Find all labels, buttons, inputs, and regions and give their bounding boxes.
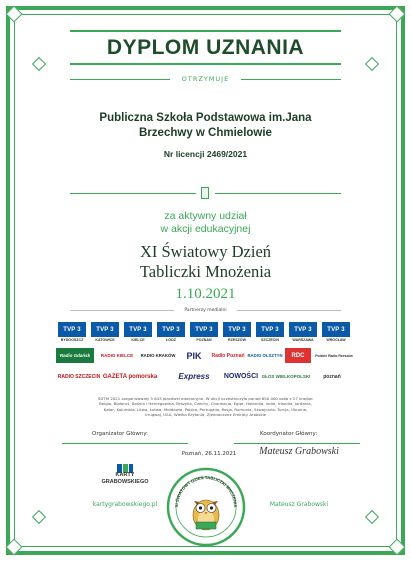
organizer-rule	[62, 443, 188, 444]
tvp3-logo: TVP 3	[256, 322, 284, 337]
tvp3-logo: TVP 3	[58, 322, 86, 337]
participation-info: SDTM 2021 zorganizowały 5 643 placówki edukacyjne. W akcji uczestniczyło ponad 650 000 osób z 27 krajów: Belgia, Białoruś, Bośnia i Hercegowina, Brazylia, Czechy, Chorwacja, Egipt, Holandia, Indie, Irlandia, Jordania, Katar, Kolumbia, Litwa, Łotwa, Mołdawia, Polska, Portugalia, Rosja, Rumunia, Szwajcaria, Turcja, Ukraina, Urugwaj, USA, Wielka Brytania, Zjednoczone Emiraty Arabskie	[97, 396, 314, 418]
partners-rule-left	[70, 310, 174, 311]
tvp3-city: KIELCE	[131, 338, 145, 342]
radio-kielce-logo: RADIO KIELCE	[100, 353, 134, 358]
tvp3-city: POZNAŃ	[196, 338, 212, 342]
event-line-2: Tabliczki Mnożenia	[139, 262, 272, 281]
handwritten-signature: Mateusz Grabowski	[259, 446, 339, 457]
title-rule-bottom	[70, 63, 341, 65]
divider-right	[215, 193, 341, 194]
recipient-line-2: Brzechwy w Chmielowie	[139, 127, 272, 139]
tvp3-city: ŁÓDŹ	[166, 338, 176, 342]
organizer-label: Organizator Główny:	[92, 431, 149, 437]
tvp3-city: KATOWICE	[95, 338, 115, 342]
radio-olsztyn-logo: RADIO OLSZTYN	[247, 353, 283, 358]
radio-pik-logo: PIK	[186, 350, 202, 361]
tvp3-logo: TVP 3	[157, 322, 185, 337]
express-logo: Express	[178, 372, 210, 381]
diploma-title: DYPLOM UZNANIA	[106, 36, 305, 59]
tvp3-logo: TVP 3	[289, 322, 317, 337]
cards-logo-icon	[116, 459, 134, 470]
radio-rdc-logo: RDC	[285, 348, 311, 363]
seal-text: XI ŚWIATOWY DZIEŃ TABLICZKI MNOŻENIA	[173, 474, 239, 508]
tvp3-logo: TVP 3	[322, 322, 350, 337]
poznan-logo: poznań	[323, 373, 341, 380]
radio-rzeszow-logo: Polskie Radio Rzeszów	[315, 353, 353, 358]
tvp3-city: BYDGOSZCZ	[60, 338, 84, 342]
event-line-1: XI Światowy Dzień	[139, 242, 272, 261]
organizer-url: kartygrabowskiego.pl	[92, 501, 158, 508]
tvp3-logo: TVP 3	[124, 322, 152, 337]
reason-line-2: w akcji edukacyjnej	[160, 223, 251, 235]
partners-label: Partnerzy medialni	[184, 308, 227, 313]
gazeta-pomorska-logo: GAZETA pomorska	[102, 373, 158, 380]
tvp3-city: RZESZÓW	[228, 338, 246, 342]
radio-gdansk-logo: Radio Gdańsk	[56, 348, 94, 363]
recipient-name	[60, 111, 351, 141]
event-date: 1.10.2021	[175, 286, 236, 302]
reason-text	[0, 210, 411, 236]
reason-line-1: za aktywny udział	[164, 210, 247, 222]
tvp3-city: WARSZAWA	[292, 338, 314, 342]
tvp3-logo: TVP 3	[223, 322, 251, 337]
organizer-logo-line-1: KARTY	[115, 472, 135, 478]
divider-left	[70, 193, 196, 194]
license-number: Nr licencji 2469/2021	[163, 149, 248, 159]
coordinator-name: Mateusz Grabowski	[269, 501, 329, 508]
event-name	[0, 242, 411, 282]
radio-krakow-logo: RADIO KRAKÓW	[140, 353, 176, 358]
partners-rule-right	[237, 310, 341, 311]
radio-szczecin-logo: RADIO SZCZECIN	[57, 373, 101, 380]
subtitle: OTRZYMUJE	[181, 75, 230, 83]
coordinator-label: Koordynator Główny:	[260, 431, 318, 437]
nowosci-logo: NOWOŚCI	[223, 373, 259, 380]
tablet-icon	[201, 187, 209, 199]
coordinator-rule	[234, 443, 360, 444]
owl-seal	[166, 467, 246, 547]
subtitle-rule-right	[241, 79, 341, 80]
place-date: Poznań, 26.11.2021	[181, 451, 237, 457]
organizer-logo-line-2: GRABOWSKIEGO	[101, 478, 149, 485]
title-rule-top	[70, 30, 341, 32]
tvp3-logo: TVP 3	[91, 322, 119, 337]
tvp3-city: SZCZECIN	[261, 338, 279, 342]
tvp3-logo: TVP 3	[190, 322, 218, 337]
recipient-line-1: Publiczna Szkoła Podstawowa im.Jana	[99, 112, 312, 124]
organizer-logo-text	[80, 472, 170, 485]
glos-wielkopolski-logo: GŁOS WIELKOPOLSKI	[261, 374, 311, 379]
radio-poznan-logo: Radio Poznań	[211, 352, 245, 359]
tvp3-city: WROCŁAW	[326, 338, 346, 342]
